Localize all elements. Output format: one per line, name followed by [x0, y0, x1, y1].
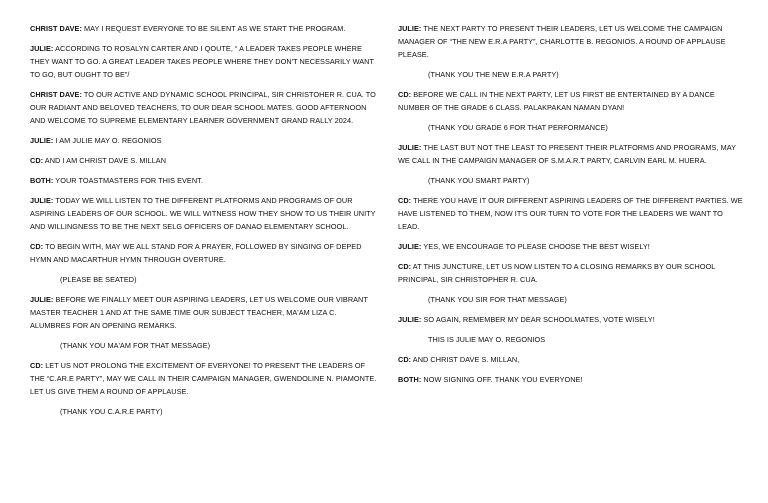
line-text: (THANK YOU SIR FOR THAT MESSAGE) — [428, 295, 567, 304]
speaker-label: CHRIST DAVE: — [30, 90, 82, 99]
script-line — [30, 194, 378, 233]
stage-direction — [398, 174, 744, 187]
script-line — [398, 194, 744, 233]
speaker-label: CD: — [30, 156, 44, 165]
right-column — [398, 22, 744, 393]
script-line — [30, 42, 378, 81]
stage-direction — [398, 68, 744, 81]
speaker-label: CD: — [30, 361, 44, 370]
line-text: TO BEGIN WITH, MAY WE ALL STAND FOR A PRAYER, FOLLOWED BY SINGING OF DEPED HYMN AND MACARTHUR HYMN THROUGH OVERTURE. — [30, 242, 362, 264]
speaker-label: CD: — [30, 242, 44, 251]
script-line — [30, 359, 378, 398]
speaker-label: CD: — [398, 355, 412, 364]
script-line — [398, 260, 744, 286]
line-text: (THANK YOU SMART PARTY) — [428, 176, 530, 185]
line-text: AND CHRIST DAVE S. MILLAN, — [411, 355, 520, 364]
line-text: TO OUR ACTIVE AND DYNAMIC SCHOOL PRINCIPAL, SIR CHRISTOHER R. CUA. TO OUR RADIANT AND BELOVED TEACHERS, TO OUR DEAR SCHOOL MATES. GOOD AFTERNOON AND WELCOME TO SUPREME ELEMENTARY LEARNER GOVERNMENT GRAND RALLY 2024. — [30, 90, 376, 125]
line-text: NOW SIGNING OFF. THANK YOU EVERYONE! — [421, 375, 583, 384]
line-text: THE LAST BUT NOT THE LEAST TO PRESENT THEIR PLATFORMS AND PROGRAMS, MAY WE CALL IN THE CAMPAIGN MANAGER OF S.M.A.R.T PARTY, CARLVIN EARL M. HUERA. — [398, 143, 736, 165]
script-line — [398, 240, 744, 253]
line-text: ACCORDING TO ROSALYN CARTER AND I QOUTE, “ A LEADER TAKES PEOPLE WHERE THEY WANT TO GO. A GREAT LEADER TAKES PEOPLE WHERE THEY DON'T NECESSARILY WANT TO GO, BUT OUGHT TO BE”/ — [30, 44, 374, 79]
speaker-label: JULIE: — [398, 24, 422, 33]
line-text: THIS IS JULIE MAY O. REGONIOS — [428, 335, 546, 344]
speaker-label: CD: — [398, 262, 412, 271]
script-line — [398, 313, 744, 326]
speaker-label: JULIE: — [30, 136, 54, 145]
line-text: SO AGAIN, REMEMBER MY DEAR SCHOOLMATES, VOTE WISELY! — [421, 315, 655, 324]
script-line — [30, 134, 378, 147]
line-text: (THANK YOU C.A.R.E PARTY) — [60, 407, 163, 416]
speaker-label: JULIE: — [30, 196, 54, 205]
line-text: THE NEXT PARTY TO PRESENT THEIR LEADERS, LET US WELCOME THE CAMPAIGN MANAGER OF “THE NEW E.R.A PARTY”, CHARLOTTE B. REGONIOS. A ROUND OF APPLAUSE PLEASE. — [398, 24, 726, 59]
stage-direction — [30, 273, 378, 286]
script-line — [398, 88, 744, 114]
line-text: THERE YOU HAVE IT OUR DIFFERENT ASPIRING LEADERS OF THE DIFFERENT PARTIES. WE HAVE LISTENED TO THEM, NOW IT'S OUR TURN TO VOTE FOR THE LEADERS WE WANT TO LEAD. — [398, 196, 743, 231]
speaker-label: JULIE: — [398, 315, 422, 324]
stage-direction — [398, 333, 744, 346]
script-line — [398, 22, 744, 61]
script-line — [30, 154, 378, 167]
line-text: LET US NOT PROLONG THE EXCITEMENT OF EVERYONE! TO PRESENT THE LEADERS OF THE “C.AR.E PARTY”, MAY WE CALL IN THEIR CAMPAIGN MANAGER, GWENDOLINE N. PIAMONTE. LET US GIVE THEM A ROUND OF APPLAUSE. — [30, 361, 377, 396]
stage-direction — [398, 293, 744, 306]
line-text: BEFORE WE CALL IN THE NEXT PARTY, LET US FIRST BE ENTERTAINED BY A DANCE NUMBER OF THE GRADE 6 CLASS. PALAKPAKAN NAMAN DYAN! — [398, 90, 715, 112]
speaker-label: JULIE: — [30, 295, 54, 304]
speaker-label: BOTH: — [398, 375, 422, 384]
left-column — [30, 22, 378, 425]
stage-direction — [30, 339, 378, 352]
script-line — [30, 293, 378, 332]
line-text: (PLEASE BE SEATED) — [60, 275, 137, 284]
script-line — [398, 353, 744, 366]
script-line — [30, 22, 378, 35]
line-text: (THANK YOU GRADE 6 FOR THAT PERFORMANCE) — [428, 123, 608, 132]
speaker-label: CD: — [398, 90, 412, 99]
line-text: I AM JULIE MAY O. REGONIOS — [53, 136, 162, 145]
line-text: BEFORE WE FINALLY MEET OUR ASPIRING LEADERS, LET US WELCOME OUR VIBRANT MASTER TEACHER 1 AND AT THE SAME TIME OUR SUBJECT TEACHER, MA'AM LIZA C. ALUMBRES FOR AN OPENING REMARKS. — [30, 295, 368, 330]
speaker-label: JULIE: — [30, 44, 54, 53]
script-line — [30, 88, 378, 127]
stage-direction — [30, 405, 378, 418]
line-text: MAY I REQUEST EVERYONE TO BE SILENT AS WE START THE PROGRAM. — [81, 24, 346, 33]
line-text: YES, WE ENCOURAGE TO PLEASE CHOOSE THE BEST WISELY! — [421, 242, 650, 251]
stage-direction — [398, 121, 744, 134]
script-line — [398, 141, 744, 167]
script-line — [30, 240, 378, 266]
speaker-label: BOTH: — [30, 176, 54, 185]
speaker-label: JULIE: — [398, 143, 422, 152]
speaker-label: JULIE: — [398, 242, 422, 251]
line-text: AND I AM CHRIST DAVE S. MILLAN — [43, 156, 167, 165]
script-line — [398, 373, 744, 386]
speaker-label: CD: — [398, 196, 412, 205]
speaker-label: CHRIST DAVE: — [30, 24, 82, 33]
line-text: (THANK YOU THE NEW E.R.A PARTY) — [428, 70, 559, 79]
line-text: TODAY WE WILL LISTEN TO THE DIFFERENT PLATFORMS AND PROGRAMS OF OUR ASPIRING LEADERS OF OUR SCHOOL. WE WILL WITNESS HOW THEY SHOW TO US THEIR UNITY AND WILLINGNESS TO BE THE NEXT SELG OFFICERS OF DANAO ELEMENTARY SCHOOL. — [30, 196, 376, 231]
line-text: AT THIS JUNCTURE, LET US NOW LISTEN TO A CLOSING REMARKS BY OUR SCHOOL PRINCIPAL, SIR CHRISTOPHER R. CUA. — [398, 262, 716, 284]
line-text: YOUR TOASTMASTERS FOR THIS EVENT. — [53, 176, 203, 185]
line-text: (THANK YOU MA'AM FOR THAT MESSAGE) — [60, 341, 211, 350]
script-line — [30, 174, 378, 187]
